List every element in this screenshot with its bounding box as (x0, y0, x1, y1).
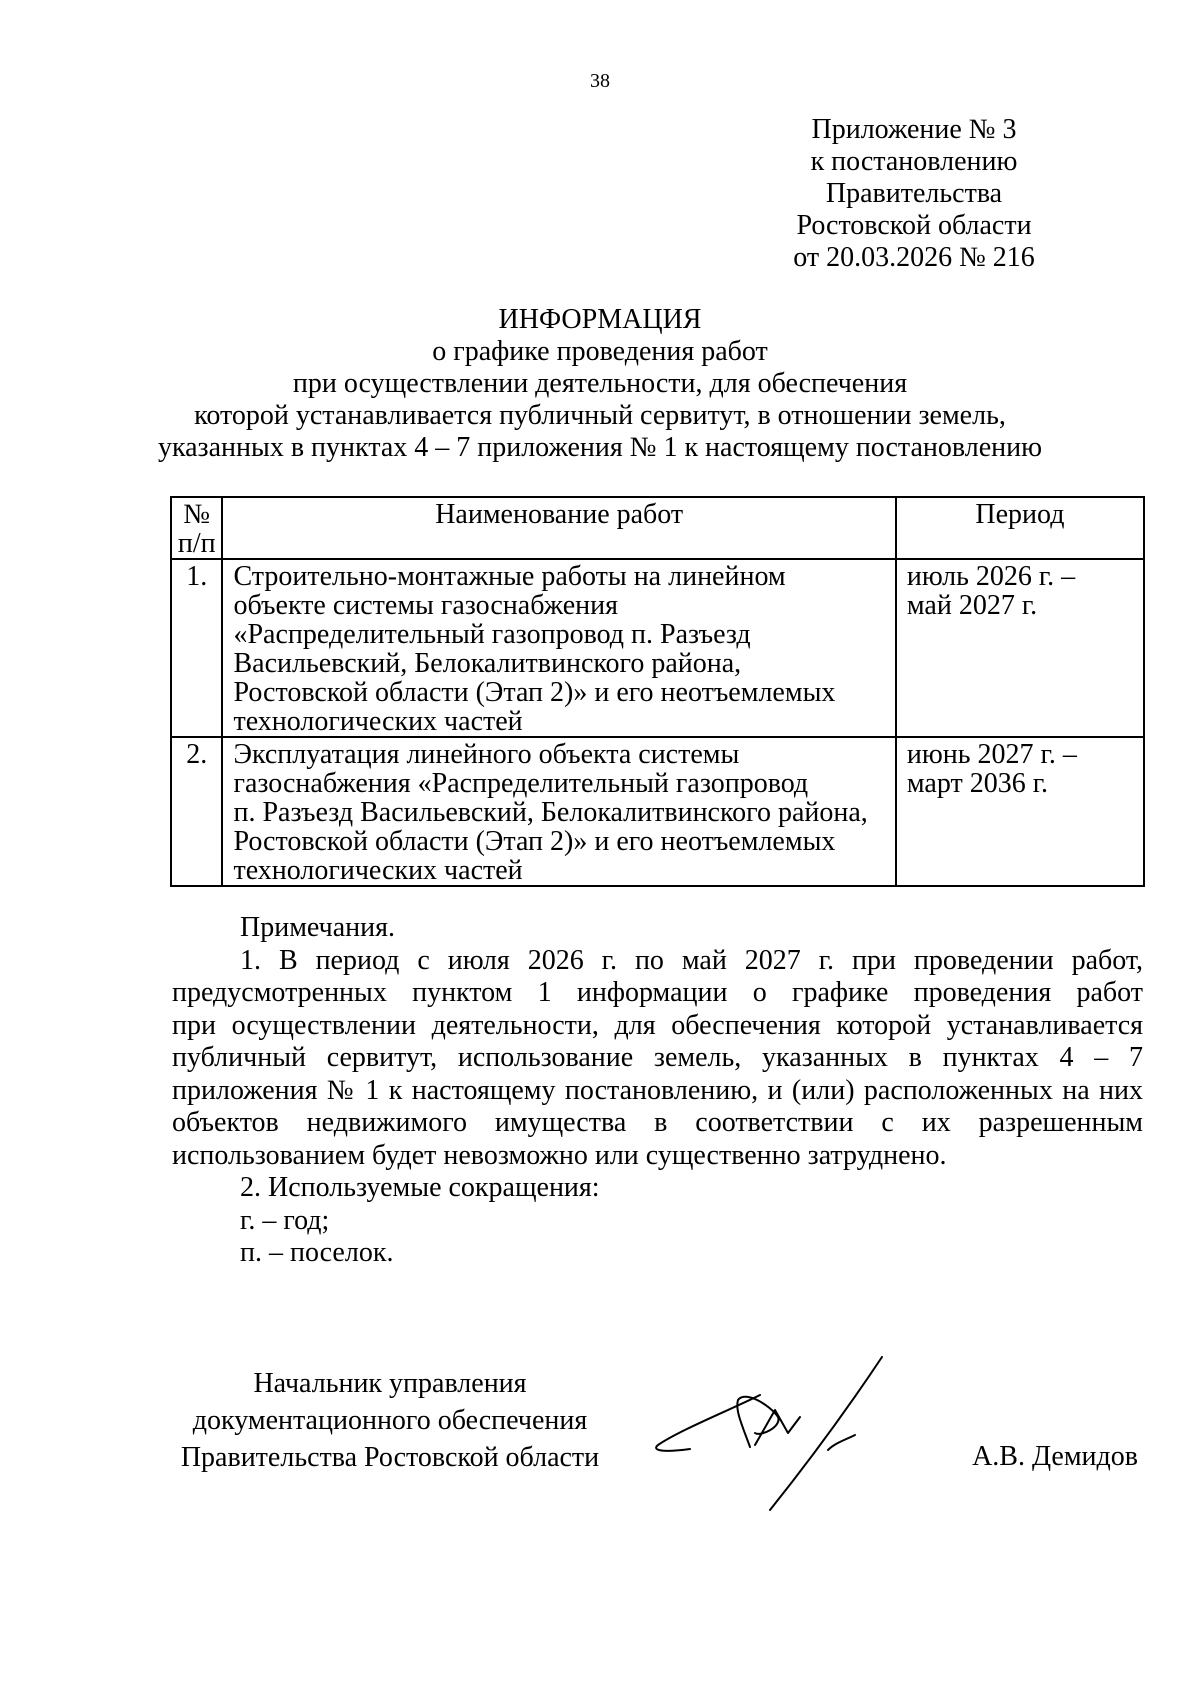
header-number-line: п/п (177, 528, 216, 559)
header-number (171, 497, 222, 559)
header-number-line: № (183, 499, 211, 530)
note-1-line: при осуществлении деятельности, для обеспечения которой устанавливается (172, 1009, 1143, 1041)
work-name-line: «Распределительный газопровод п. Разъезд (233, 619, 751, 650)
row-number: 1. (171, 559, 222, 737)
signatory-position (170, 1365, 610, 1476)
period-line: май 2027 г. (906, 590, 1038, 621)
note-1-line: использованием будет невозможно или существенно затруднено. (172, 1139, 947, 1171)
note-1-line: объектов недвижимого имущества в соответствии с их разрешенным (172, 1107, 1143, 1138)
appendix-line: Приложение № 3 (811, 114, 1017, 145)
page-number: 38 (590, 70, 610, 92)
document-title (0, 304, 1200, 464)
appendix-header (734, 114, 1094, 274)
abbreviation-settlement: п. – поселок. (240, 1237, 394, 1268)
table-row (171, 737, 1144, 886)
work-name-line: Васильевский, Белокалитвинского района, (233, 648, 742, 679)
title-line: при осуществлении деятельности, для обеспечения (292, 368, 908, 399)
row-period (896, 559, 1144, 737)
position-line: Начальник управления (253, 1368, 527, 1399)
title-line: которой устанавливается публичный сервитут, в отношении земель, (194, 400, 1006, 431)
period-line: март 2036 г. (906, 768, 1049, 799)
note-1-line: 1. В период с июля 2026 г. по май 2027 г. при проведении работ, (240, 944, 1143, 976)
table-header-row (171, 497, 1144, 559)
signer-name: А.В. Демидов (972, 1441, 1138, 1472)
notes-heading: Примечания. (240, 912, 396, 943)
work-name-line: газоснабжения «Распределительный газопровод (233, 768, 809, 799)
row-work-name (222, 737, 895, 886)
handwritten-signature (650, 1355, 950, 1515)
work-name-line: Ростовской области (Этап 2)» и его неотъемлемых (233, 826, 836, 857)
work-name-line: Эксплуатация линейного объекта системы (233, 739, 740, 770)
work-name-line: технологических частей (233, 855, 523, 886)
appendix-line: от 20.03.2026 № 216 (793, 242, 1035, 273)
position-line: документационного обеспечения (192, 1405, 588, 1436)
table-row (171, 559, 1144, 737)
header-period: Период (896, 497, 1144, 559)
appendix-line: к постановлению (810, 146, 1018, 177)
note-1-line: предусмотренных пунктом 1 информации о графике проведения работ (172, 977, 1143, 1008)
work-name-line: технологических частей (233, 706, 523, 737)
row-work-name (222, 559, 895, 737)
work-name-line: Строительно-монтажные работы на линейном (233, 561, 786, 592)
appendix-line: Ростовской области (796, 210, 1032, 241)
notes-section (172, 912, 1143, 1270)
work-name-line: объекте системы газоснабжения (233, 590, 619, 621)
note-1-line: публичный сервитут, использование земель, указанных в пунктах 4 – 7 (172, 1042, 1143, 1073)
position-line: Правительства Ростовской области (180, 1442, 600, 1473)
title-line: о графике проведения работ (432, 336, 768, 367)
work-name-line: п. Разъезд Васильевский, Белокалитвинского района, (233, 797, 868, 828)
title-line: указанных в пунктах 4 – 7 приложения № 1 к настоящему постановлению (157, 432, 1043, 463)
note-1-line: приложения № 1 к настоящему постановлению, и (или) расположенных на них (172, 1074, 1143, 1106)
period-line: июнь 2027 г. – (906, 739, 1077, 770)
row-period (896, 737, 1144, 886)
note-2: 2. Используемые сокращения: (240, 1172, 600, 1203)
row-number: 2. (171, 737, 222, 886)
appendix-line: Правительства (825, 178, 1003, 209)
works-schedule-table (170, 496, 1145, 887)
abbreviation-year: г. – год; (240, 1204, 330, 1236)
title-heading: ИНФОРМАЦИЯ (498, 304, 702, 335)
header-work-name: Наименование работ (222, 497, 895, 559)
period-line: июль 2026 г. – (906, 561, 1076, 592)
work-name-line: Ростовской области (Этап 2)» и его неотъемлемых (233, 677, 836, 708)
